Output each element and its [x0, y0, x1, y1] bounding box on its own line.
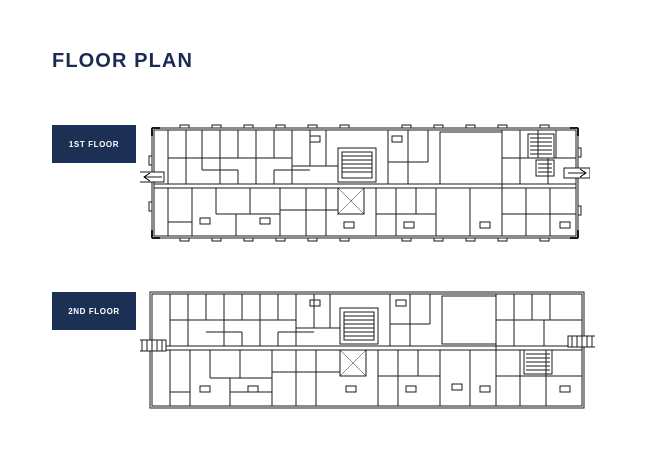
floor-tag-first	[52, 125, 136, 163]
second-floor-plan	[140, 284, 595, 416]
floor-tag-first-label: 1ST FLOOR	[68, 139, 120, 149]
floor-tag-second-label: 2ND FLOOR	[68, 306, 120, 316]
second-floor-plan-drawing	[140, 284, 595, 416]
page-title: FLOOR PLAN	[52, 50, 193, 72]
first-floor-plan	[140, 118, 590, 248]
floor-tag-second	[52, 292, 136, 330]
first-floor-plan-drawing	[140, 118, 590, 248]
